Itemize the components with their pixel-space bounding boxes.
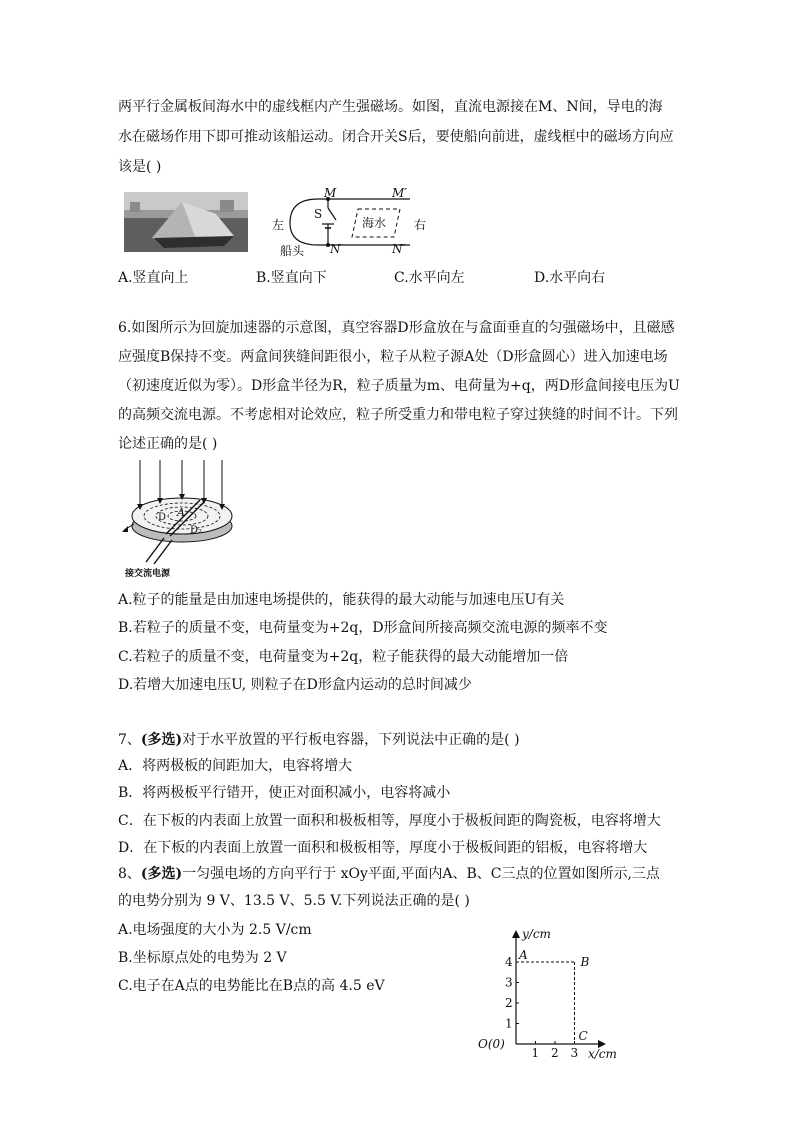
q7-option-b: B．将两极板平行错开，使正对面积减小，电容将减小	[118, 785, 451, 801]
q6-stem-line-2: 应强度B保持不变。两盒间狭缝间距很小，粒子从粒子源A处（D形盒圆心）进入加速电场	[118, 349, 668, 365]
q5-switch-label: S	[314, 207, 323, 221]
q8-y-tick-label: 2	[505, 996, 513, 1010]
q8-stem	[118, 864, 660, 884]
q6-option-a: A.粒子的能量是由加速电场提供的，能获得的最大动能与加速电压U有关	[118, 592, 565, 608]
q5-stem-line-1: 两平行金属板间海水中的虚线框内产生强磁场。如图，直流电源接在M、N间，导电的海	[118, 99, 663, 115]
q6-stem-line-4: 的高频交流电源。不考虑相对论效应，粒子所受重力和带电粒子穿过狭缝的时间不计。下列	[118, 407, 678, 423]
q5-option-a: A.竖直向上	[118, 270, 189, 286]
cyclotron-caption: 接交流电源	[125, 569, 171, 579]
q5-stem-line-3: 该是( )	[118, 159, 162, 175]
q5-stem-line-2: 水在磁场作用下即可推动该船运动。闭合开关S后，要使船向前进，虚线框中的磁场方向应	[118, 129, 674, 145]
q8-point-c-label: C	[578, 1029, 588, 1043]
q8-stem-text: 一匀强电场的方向平行于 xOy平面,平面内A、B、C三点的位置如图所示,三点	[182, 866, 660, 882]
q8-coordinate-graph	[476, 926, 636, 1062]
q8-x-tick-label: 3	[570, 1046, 579, 1060]
q5-n-label: N	[330, 242, 341, 256]
q8-origin-label: O(0)	[478, 1037, 505, 1051]
q8-x-tick-label: 2	[551, 1046, 559, 1060]
q7-number: 7、	[118, 732, 141, 748]
q8-y-tick-label: 4	[505, 955, 513, 969]
q7-stem-text: 对于水平放置的平行板电容器，下列说法中正确的是( )	[182, 732, 520, 748]
q5-left-label: 左	[272, 218, 285, 232]
q5-n2-label: N′	[392, 242, 406, 256]
q8-option-b: B.坐标原点处的电势为 2 V	[118, 950, 287, 966]
boat-photo-graphic	[124, 192, 248, 252]
q6-stem-line-1: 6.如图所示为回旋加速器的示意图，真空容器D形盒放在与盒面垂直的匀强磁场中，且磁感	[118, 320, 675, 336]
q8-x-axis-label: x/cm	[588, 1047, 617, 1061]
q6-stem-line-5: 论述正确的是( )	[118, 436, 218, 452]
q5-option-b: B.竖直向下	[256, 270, 327, 286]
q5-bow-label: 船头	[280, 244, 305, 258]
q7-option-a: A．将两极板的间距加大，电容将增大	[118, 758, 353, 774]
q8-option-a: A.电场强度的大小为 2.5 V/cm	[118, 922, 312, 938]
q6-option-d: D.若增大加速电压U, 则粒子在D形盒内运动的总时间减少	[118, 677, 472, 693]
q8-x-tick-label: 1	[531, 1046, 540, 1060]
q8-point-b-label: B	[580, 955, 590, 969]
q8-y-tick-label: 3	[505, 975, 513, 990]
q6-option-b: B.若粒子的质量不变，电荷量变为+2q，D形盒间所接高频交流电源的频率不变	[118, 620, 608, 636]
q7-stem	[118, 730, 520, 750]
cyclotron-a-label: A	[177, 506, 185, 519]
q8-y-axis-label: y/cm	[522, 927, 551, 941]
q8-stem-line-2: 的电势分别为 9 V、13.5 V、5.5 V.下列说法正确的是( )	[118, 893, 470, 909]
q8-option-c: C.电子在A点的电势能比在B点的高 4.5 eV	[118, 978, 385, 994]
q5-options	[118, 268, 678, 288]
q8-multi-tag: (多选)	[140, 866, 183, 882]
cyclotron-d2-label: D₂	[190, 525, 203, 536]
q8-number: 8、	[118, 866, 141, 882]
q7-option-d: D．在下板的内表面上放置一面积和极板相等，厚度小于极板间距的铝板，电容将增大	[118, 840, 648, 856]
q8-y-tick-label: 1	[505, 1016, 513, 1031]
q5-right-label: 右	[414, 218, 427, 232]
q6-option-c: C.若粒子的质量不变，电荷量变为+2q，粒子能获得的最大动能增加一倍	[118, 649, 569, 665]
q5-m-label: M	[324, 186, 337, 200]
q5-option-d: D.水平向右	[534, 270, 606, 286]
q5-m2-label: M′	[392, 186, 408, 200]
q7-multi-tag: (多选)	[140, 732, 183, 748]
q5-water-label: 海水	[362, 216, 387, 230]
q7-option-c: C．在下板的内表面上放置一面积和极板相等，厚度小于极板间距的陶瓷板，电容将增大	[118, 813, 661, 829]
cyclotron-d1-label: D	[158, 512, 167, 523]
q8-point-a-label: A	[519, 948, 528, 962]
q5-option-c: C.水平向左	[394, 270, 465, 286]
boat-photo	[124, 192, 248, 252]
q6-stem-line-3: （初速度近似为零）。D形盒半径为R，粒子质量为m、电荷量为+q，两D形盒间接电压为U	[118, 378, 680, 394]
